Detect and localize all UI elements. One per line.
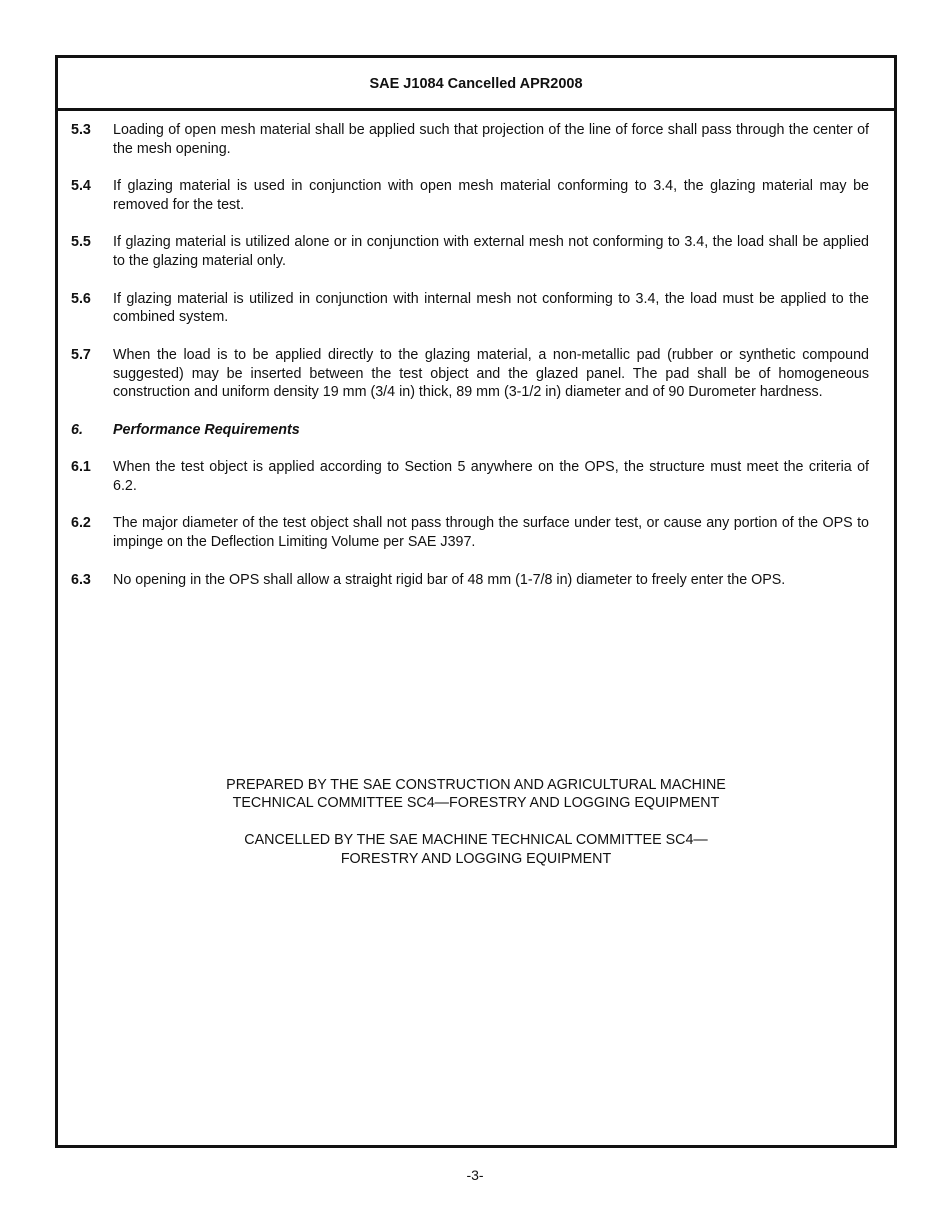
page-number: -3-: [466, 1167, 484, 1183]
paragraph-5-7: [71, 346, 869, 402]
paragraph-5-6: [71, 290, 869, 328]
document-header: [58, 58, 894, 111]
paragraph-number: 6.2: [71, 515, 91, 532]
paragraph-text: If glazing material is utilized in conjunction with internal mesh not conforming to 3.4, the load must be applied to the combined system.: [113, 290, 869, 326]
paragraph-6-1: [71, 458, 869, 496]
paragraph-text: The major diameter of the test object shall not pass through the surface under test, or cause any portion of the OPS to impinge on the Deflection Limiting Volume per SAE J397.: [113, 515, 869, 551]
cancelled-by-note: [58, 831, 894, 868]
paragraph-text: If glazing material is used in conjunction with open mesh material conforming to 3.4, the glazing material may be removed for the test.: [113, 178, 869, 213]
paragraph-number: 5.5: [71, 234, 91, 251]
cancelled-line-1: CANCELLED BY THE SAE MACHINE TECHNICAL COMMITTEE SC4—: [244, 832, 708, 849]
page-frame: [55, 55, 897, 1148]
prepared-by-note: [58, 776, 894, 813]
paragraph-6-2: [71, 514, 869, 552]
paragraph-number: 5.3: [71, 122, 91, 138]
paragraph-5-5: [71, 233, 869, 271]
paragraph-text: When the load is to be applied directly to the glazing material, a non-metallic pad (rubber or synthetic compound suggested) may be inserted between the test object and the glazed panel. The pad shall be of homogeneous construction and uniform density 19 mm (3/4 in) thick, 89 mm (3-1/2 in) diameter and of 90 Durometer hardness.: [113, 346, 869, 401]
prepared-line-2: TECHNICAL COMMITTEE SC4—FORESTRY AND LOGGING EQUIPMENT: [232, 795, 720, 812]
paragraph-number: 5.7: [71, 346, 91, 363]
paragraph-text: If glazing material is utilized alone or in conjunction with external mesh not conforming to 3.4, the load shall be applied to the glazing material only.: [113, 234, 869, 270]
paragraph-number: 6.3: [71, 571, 91, 588]
paragraph-number: 6.1: [71, 459, 91, 476]
section-number: 6.: [71, 421, 83, 438]
document-body: [58, 111, 894, 589]
section-title: Performance Requirements: [113, 421, 300, 438]
section-6-heading: [71, 421, 869, 440]
paragraph-text: Loading of open mesh material shall be applied such that projection of the line of force shall pass through the center of the mesh opening.: [113, 122, 869, 157]
paragraph-number: 5.4: [71, 178, 91, 195]
paragraph-text: No opening in the OPS shall allow a straight rigid bar of 48 mm (1-7/8 in) diameter to freely enter the OPS.: [113, 571, 786, 588]
committee-notes: [58, 776, 894, 887]
cancelled-line-2: FORESTRY AND LOGGING EQUIPMENT: [340, 850, 612, 867]
paragraph-5-3: [71, 121, 869, 159]
paragraph-text: When the test object is applied according to Section 5 anywhere on the OPS, the structure must meet the criteria of 6.2.: [113, 459, 869, 494]
paragraph-6-3: [71, 571, 869, 590]
paragraph-number: 5.6: [71, 290, 91, 307]
document-title: SAE J1084 Cancelled APR2008: [369, 76, 583, 92]
paragraph-5-4: [71, 177, 869, 215]
prepared-line-1: PREPARED BY THE SAE CONSTRUCTION AND AGRICULTURAL MACHINE: [226, 777, 726, 793]
